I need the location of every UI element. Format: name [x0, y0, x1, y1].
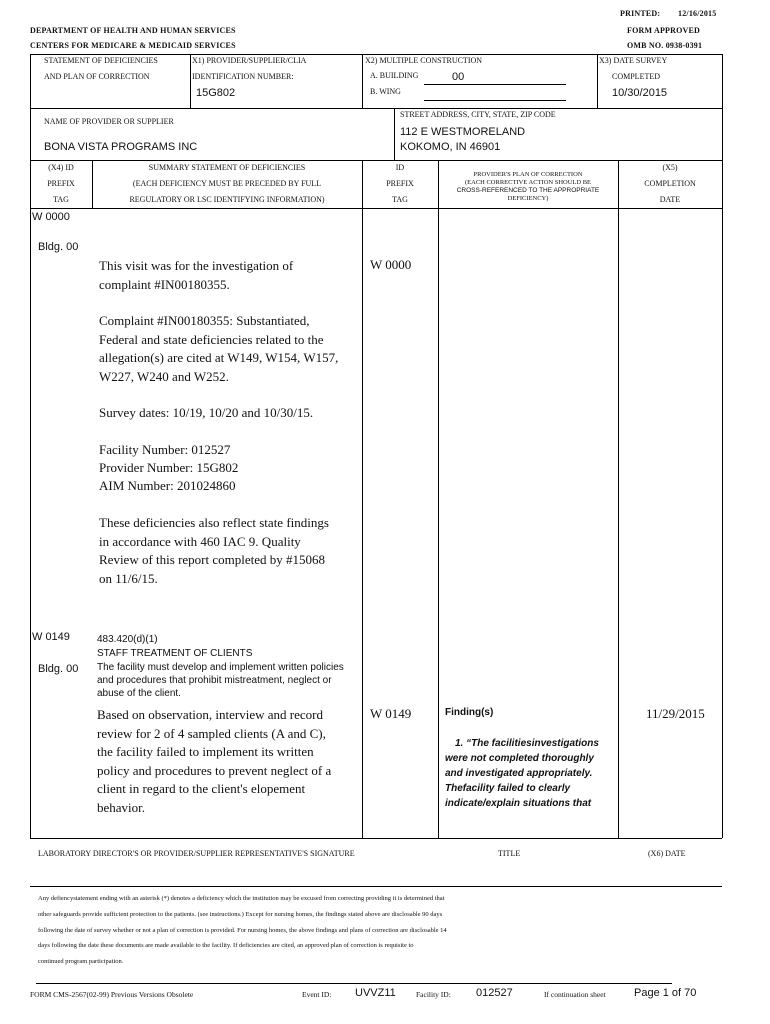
paragraph-survey-dates: Survey dates: 10/19, 10/20 and 10/30/15. [99, 405, 314, 420]
x4-header-2: PREFIX [47, 179, 75, 188]
provider-left [30, 108, 31, 160]
summary-header-3: REGULATORY OR LSC IDENTIFYING INFORMATION) [129, 195, 325, 204]
facility-id-label: Facility ID: [416, 990, 451, 999]
body-right [722, 208, 723, 838]
page-number: Page 1 of 70 [634, 987, 697, 999]
facility-id-value: 012527 [476, 987, 513, 999]
director-signature-label: LABORATORY DIRECTOR'S OR PROVIDER/SUPPLIER REPRESENTATIVE'S SIGNATURE [38, 849, 355, 858]
body-bottom [30, 838, 722, 839]
x3-label: X3) DATE SURVEY [599, 56, 668, 65]
continuation-label: If continuation sheet [544, 990, 606, 999]
plan-header-4: DEFICIENCY) [507, 195, 549, 202]
plan-of-correction-text: 1. “The facilitiesinvestigations were not completed thoroughly and investigated appropriately. Thefacility failed to clearly indicate/explain situations that [445, 738, 599, 809]
summary-header-1: SUMMARY STATEMENT OF DEFICIENCIES [148, 163, 306, 172]
body-left [30, 208, 31, 838]
event-id-value: UVVZ11 [355, 987, 396, 999]
department-title: DEPARTMENT OF HEALTH AND HUMAN SERVICES [30, 26, 236, 35]
box-right [722, 54, 723, 108]
centers-title: CENTERS FOR MEDICARE & MEDICAID SERVICES [30, 41, 236, 50]
provider-divider [394, 108, 395, 160]
x2-divider [362, 54, 363, 108]
x2-label: X2) MULTIPLE CONSTRUCTION [365, 56, 483, 65]
plan-header-2: (EACH CORRECTIVE ACTION SHOULD BE [464, 179, 592, 186]
disclaimer-line-1: Any defiencystatement ending with an asterisk (*) denotes a deficiency which the institution may be excused from correcting providing it is determined that [38, 895, 445, 902]
statement-label-1: STATEMENT OF DEFICIENCIES [44, 56, 158, 65]
disclaimer-line-3: following the date of survey whether or not a plan of correction is provided. For nursing homes, the above findings and plans of correction are disclosable 14 [38, 927, 447, 934]
provider-name-label: NAME OF PROVIDER OR SUPPLIER [44, 117, 174, 126]
x1-divider [190, 54, 191, 108]
id-header-3: TAG [392, 195, 408, 204]
form-number: FORM CMS-2567(02-99) Previous Versions Obsolete [30, 990, 194, 999]
disclaimer-line-5: continued program participation. [38, 958, 124, 965]
facility-number: Facility Number: 012527 [99, 442, 231, 457]
address-label: STREET ADDRESS, CITY, STATE, ZIP CODE [400, 110, 556, 119]
building-underline [424, 84, 566, 85]
id-header-2: PREFIX [386, 179, 414, 188]
x1-label-2: IDENTIFICATION NUMBER: [192, 72, 294, 81]
x5-header-1: (X5) [662, 163, 678, 172]
regulation-number: 483.420(d)(1) [97, 634, 158, 645]
survey-date-value: 10/30/2015 [612, 87, 668, 99]
w0149-bldg: Bldg. 00 [38, 663, 79, 675]
findings-label: Finding(s) [445, 707, 494, 718]
address-line-2: KOKOMO, IN 46901 [400, 141, 501, 153]
w0000-bldg: Bldg. 00 [38, 241, 79, 253]
x3-divider [597, 54, 598, 108]
printed-date: 12/16/2015 [678, 9, 717, 18]
col-right [722, 160, 723, 208]
title-label: TITLE [498, 849, 521, 858]
w0149-tag: W 0149 [32, 631, 70, 643]
paragraph-complaint: Complaint #IN00180355: Substantiated, Federal and state deficiencies related to the allegation(s) are cited at W149, W154, W157, W227, W240 and W252. [99, 313, 339, 384]
building-value: 00 [452, 71, 465, 83]
disclaimer-line-4: days following the date these documents are made available to the facility. If deficiencies are cited, an approved plan of correction is requisite to [38, 942, 414, 949]
x5-header-3: DATE [659, 195, 681, 204]
building-label: A. BUILDING [370, 71, 419, 80]
regulation-text: The facility must develop and implement written policies and procedures that prohibit mistreatment, neglect or abuse of the client. [97, 662, 344, 699]
wing-label: B. WING [370, 87, 401, 96]
body-summary-right [362, 208, 363, 838]
provider-number: Provider Number: 15G802 [99, 460, 239, 475]
box-left [30, 54, 31, 108]
paragraph-finding-summary: Based on observation, interview and record review for 2 of 4 sampled clients (A and C), the facility failed to implement its written policy and procedures to prevent neglect of a client in regard to the client's elopement behavior. [97, 707, 332, 815]
footer-rule [36, 983, 672, 984]
statement-label-2: AND PLAN OF CORRECTION [44, 72, 150, 81]
address-line-1: 112 E WESTMORELAND [400, 126, 526, 138]
top-border [30, 54, 722, 55]
completion-date: 11/29/2015 [646, 706, 705, 721]
wing-underline [424, 100, 566, 101]
paragraph-investigation: This visit was for the investigation of complaint #IN00180355. [99, 258, 294, 292]
provider-id-value: 15G802 [196, 87, 236, 99]
w0000-id: W 0000 [370, 257, 412, 272]
disclaimer-line-2: other safeguards provide sufficient protection to the patients. (see instructions.) Except for nursing homes, the findings stated above are disclosable 90 days [38, 911, 443, 918]
summary-header-2: (EACH DEFICIENCY MUST BE PRECEDED BY FULL [132, 179, 322, 188]
x5-header-2: COMPLETION [644, 179, 696, 188]
x4-header-1: (X4) ID [48, 163, 74, 172]
w0000-tag: W 0000 [32, 211, 70, 223]
id-header-1: ID [395, 163, 405, 172]
x3-completed-label: COMPLETED [612, 72, 660, 81]
plan-header-3: CROSS-REFERENCED TO THE APPROPRIATE [456, 187, 600, 194]
top-box-bottom [30, 108, 722, 109]
x4-header-3: TAG [53, 195, 69, 204]
omb-number: OMB NO. 0938-0391 [627, 41, 703, 50]
body-plan-right [618, 208, 619, 838]
plan-header-1: PROVIDER'S PLAN OF CORRECTION [473, 171, 583, 178]
provider-right [722, 108, 723, 160]
provider-name-value: BONA VISTA PROGRAMS INC [44, 141, 198, 153]
event-id-label: Event ID: [302, 990, 332, 999]
form-approved: FORM APPROVED [627, 26, 701, 35]
regulation-title: STAFF TREATMENT OF CLIENTS [97, 648, 253, 659]
paragraph-state-findings: These deficiencies also reflect state findings in accordance with 460 IAC 9. Quality Review of this report completed by #15068 on 11/6/15. [99, 515, 329, 586]
x1-label-1: X1) PROVIDER/SUPPLIER/CLIA [192, 56, 307, 65]
aim-number: AIM Number: 201024860 [99, 478, 236, 493]
w0149-id: W 0149 [370, 706, 412, 721]
body-id-right [438, 208, 439, 838]
signature-bottom [30, 886, 722, 887]
printed-label: PRINTED: [620, 9, 661, 18]
x6-date-label: (X6) DATE [648, 849, 686, 858]
